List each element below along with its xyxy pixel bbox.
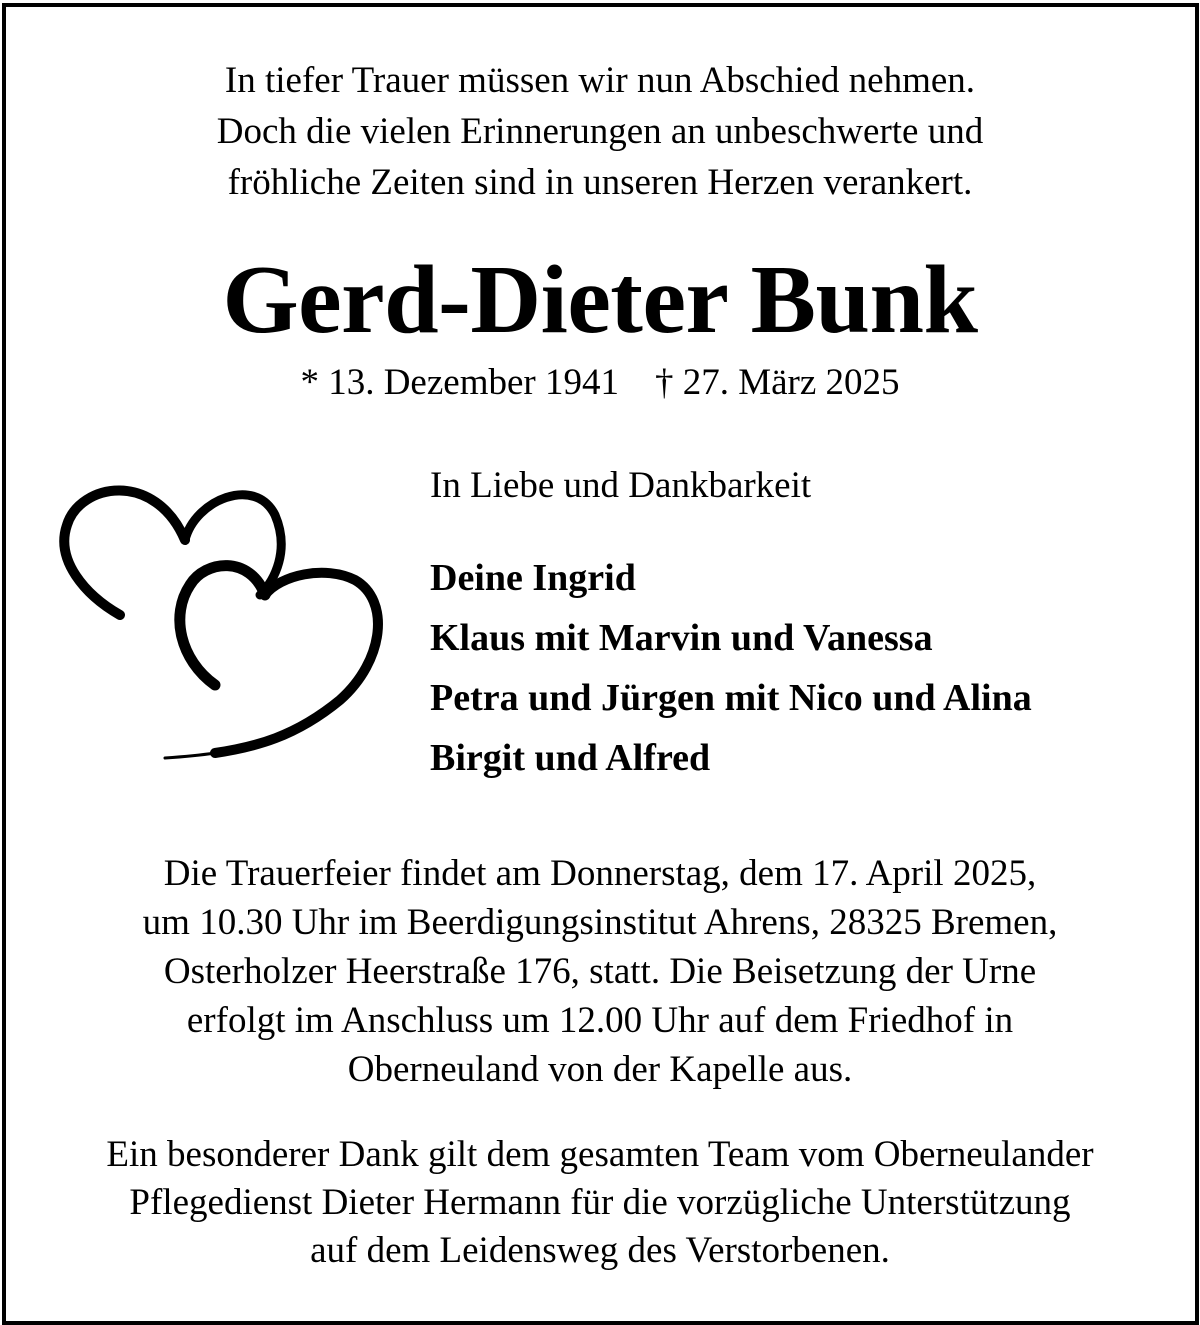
mourners-intro: In Liebe und Dankbarkeit bbox=[430, 465, 812, 506]
life-dates bbox=[0, 360, 1200, 406]
mourner-name: Deine Ingrid bbox=[430, 557, 636, 599]
intro-line: fröhliche Zeiten sind in unseren Herzen verankert. bbox=[227, 162, 973, 203]
ceremony-line: Osterholzer Heerstraße 176, statt. Die Beisetzung der Urne bbox=[163, 951, 1037, 992]
ceremony-line: Oberneuland von der Kapelle aus. bbox=[347, 1049, 853, 1090]
intro-line: Doch die vielen Erinnerungen an unbeschwerte und bbox=[216, 111, 984, 152]
intro-text bbox=[0, 55, 1200, 208]
thanks-line: Ein besonderer Dank gilt dem gesamten Team vom Oberneulander bbox=[106, 1134, 1094, 1175]
mourners-list bbox=[430, 548, 1032, 788]
intro-line: In tiefer Trauer müssen wir nun Abschied nehmen. bbox=[224, 60, 976, 101]
mourner-name: Petra und Jürgen mit Nico und Alina bbox=[430, 677, 1032, 719]
thanks-line: Pflegedienst Dieter Hermann für die vorzügliche Unterstützung bbox=[129, 1182, 1071, 1223]
deceased-name: Gerd-Dieter Bunk bbox=[222, 246, 978, 354]
ceremony-text bbox=[0, 849, 1200, 1094]
thanks-line: auf dem Leidensweg des Verstorbenen. bbox=[310, 1230, 890, 1271]
mourner-name: Birgit und Alfred bbox=[430, 737, 711, 779]
thanks-text bbox=[0, 1131, 1200, 1275]
death-date: † 27. März 2025 bbox=[654, 362, 900, 403]
mourner-name: Klaus mit Marvin und Vanessa bbox=[430, 617, 933, 659]
ceremony-line: erfolgt im Anschluss um 12.00 Uhr auf dem Friedhof in bbox=[186, 1000, 1014, 1041]
two-hearts-icon bbox=[55, 465, 395, 765]
ceremony-line: um 10.30 Uhr im Beerdigungsinstitut Ahrens, 28325 Bremen, bbox=[142, 902, 1058, 943]
ceremony-line: Die Trauerfeier findet am Donnerstag, dem 17. April 2025, bbox=[163, 853, 1037, 894]
birth-date: * 13. Dezember 1941 bbox=[300, 362, 619, 403]
